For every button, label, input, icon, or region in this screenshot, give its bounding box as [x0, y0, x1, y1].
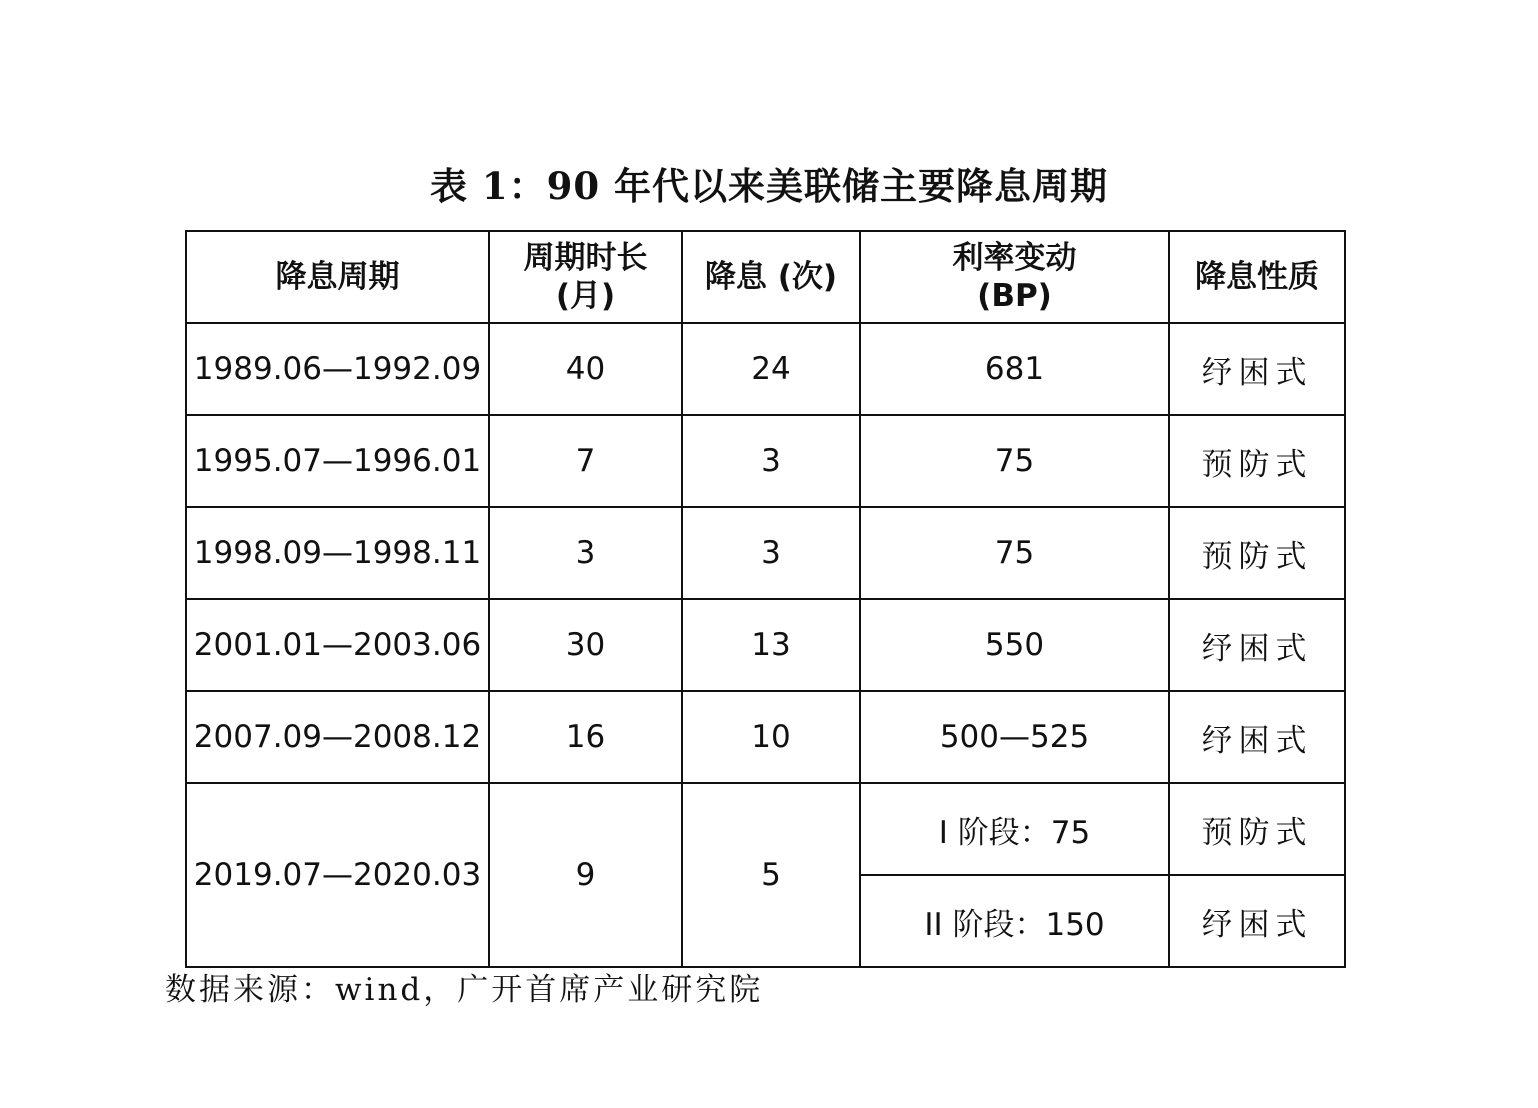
cell-duration: 3	[489, 507, 682, 599]
cell-period: 1989.06—1992.09	[186, 323, 489, 415]
header-cuts: 降息 (次)	[682, 231, 860, 323]
cell-period: 1998.09—1998.11	[186, 507, 489, 599]
cell-rate-change: 500—525	[860, 691, 1169, 783]
cell-rate-change-phase-1: I 阶段：75	[860, 783, 1169, 875]
cell-period: 2001.01—2003.06	[186, 599, 489, 691]
table-row	[186, 323, 1345, 415]
header-rate-change-line1: 利率变动	[952, 240, 1077, 276]
cell-nature: 纾困式	[1169, 323, 1345, 415]
cell-rate-change: 75	[860, 415, 1169, 507]
header-duration-line2: (月)	[555, 278, 616, 314]
header-rate-change-line2: (BP)	[977, 278, 1052, 314]
data-source-note: 数据来源：wind，广开首席产业研究院	[165, 972, 764, 1008]
table-row	[186, 599, 1345, 691]
table-row	[186, 783, 1345, 875]
cell-cuts: 5	[682, 783, 860, 967]
cell-cuts: 13	[682, 599, 860, 691]
cell-rate-change: 550	[860, 599, 1169, 691]
header-duration	[489, 231, 682, 323]
cell-period: 2007.09—2008.12	[186, 691, 489, 783]
cell-duration: 7	[489, 415, 682, 507]
cell-duration: 9	[489, 783, 682, 967]
cell-rate-change: 75	[860, 507, 1169, 599]
rate-cut-cycles-table	[185, 230, 1346, 968]
cell-cuts: 3	[682, 507, 860, 599]
table-row	[186, 507, 1345, 599]
table-title: 表 1：90 年代以来美联储主要降息周期	[430, 164, 1108, 208]
cell-rate-change: 681	[860, 323, 1169, 415]
cell-nature-phase-1: 预防式	[1169, 783, 1345, 875]
cell-rate-change-phase-2: II 阶段：150	[860, 875, 1169, 967]
cell-nature: 纾困式	[1169, 691, 1345, 783]
cell-period: 1995.07—1996.01	[186, 415, 489, 507]
cell-nature-phase-2: 纾困式	[1169, 875, 1345, 967]
table-row	[186, 415, 1345, 507]
cell-duration: 16	[489, 691, 682, 783]
header-row	[186, 231, 1345, 323]
cell-nature: 预防式	[1169, 507, 1345, 599]
header-rate-change	[860, 231, 1169, 323]
cell-cuts: 24	[682, 323, 860, 415]
table-row	[186, 691, 1345, 783]
cell-duration: 30	[489, 599, 682, 691]
cell-cuts: 3	[682, 415, 860, 507]
cell-nature: 纾困式	[1169, 599, 1345, 691]
header-period: 降息周期	[186, 231, 489, 323]
header-nature: 降息性质	[1169, 231, 1345, 323]
header-duration-line1: 周期时长	[523, 240, 648, 276]
cell-duration: 40	[489, 323, 682, 415]
cell-nature: 预防式	[1169, 415, 1345, 507]
cell-cuts: 10	[682, 691, 860, 783]
cell-period: 2019.07—2020.03	[186, 783, 489, 967]
